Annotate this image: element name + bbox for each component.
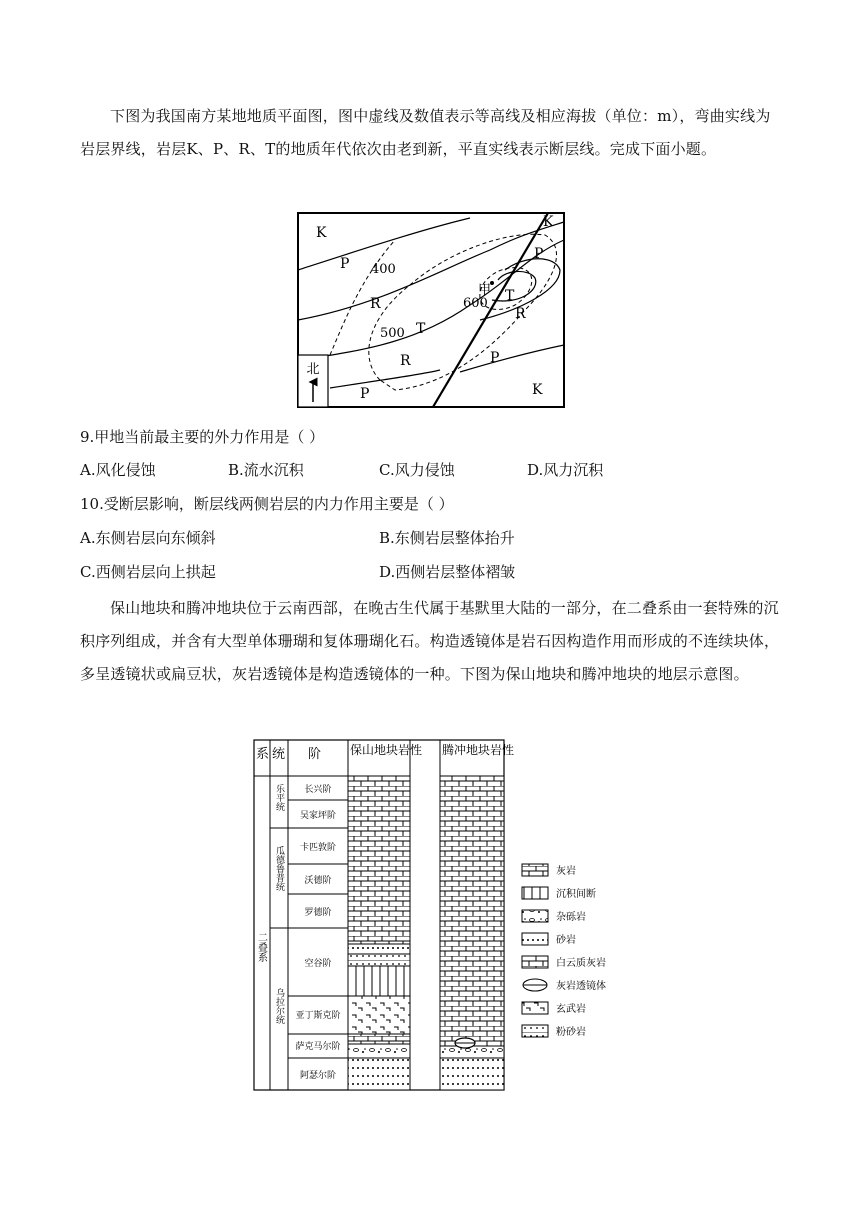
legend-item: 灰岩透镜体 [556,981,606,992]
intro-paragraph-1: 下图为我国南方某地地质平面图，图中虚线及数值表示等高线及相应海拔（单位：m），弯曲实线为岩层界线，岩层K、P、R、T的地质年代依次由老到新，平直实线表示断层线。完成下面小题。 [80,107,771,158]
legend [522,864,606,1038]
stage-label: 卡匹敦阶 [299,843,337,853]
stage-label: 吴家坪阶 [299,811,337,821]
contour-600-label: 600 [463,296,488,311]
stage-label: 阿瑟尔阶 [299,1071,337,1081]
q10-option-c: C.西侧岩层向上拱起 [80,563,216,581]
series-label-2: 瓜德鲁普统 [274,846,284,891]
series-label-1: 乐平统 [274,784,284,811]
stage-label: 罗德阶 [304,908,332,918]
head-baoshan: 保山地块岩性 [350,743,423,757]
stage-label: 萨克马尔阶 [295,1042,341,1052]
q9-option-c: C.风力侵蚀 [379,461,455,479]
label-P: P [534,246,544,262]
q9-option-a: A.风化侵蚀 [80,461,156,479]
question-10-stem: 10.受断层影响，断层线两侧岩层的内力作用主要是（ ） [80,495,454,513]
head-tengchong: 腾冲地块岩性 [442,743,515,757]
geologic-map [0,210,860,410]
q9-option-b: B.流水沉积 [228,461,304,479]
head-stage: 阶 [308,747,322,762]
label-P: P [360,386,370,402]
head-series: 统 [272,747,286,762]
legend-item: 沉积间断 [556,889,596,900]
question-9-stem: 9.甲地当前最主要的外力作用是（ ） [80,428,325,446]
label-R: R [515,306,526,322]
stage-label: 亚丁斯克阶 [295,1011,341,1021]
legend-item: 玄武岩 [556,1004,586,1015]
label-P: P [490,350,500,366]
stage-label: 空谷阶 [304,959,332,969]
legend-item: 砂岩 [556,935,576,946]
stage-label: 沃德阶 [304,876,332,886]
contour-400-label: 400 [371,262,396,277]
label-R: R [370,296,381,312]
q10-option-b: B.东侧岩层整体抬升 [379,529,515,547]
north-label: 北 [306,362,320,377]
label-R: R [400,353,411,369]
legend-item: 杂砾岩 [556,912,586,923]
legend-item: 粉砂岩 [556,1027,586,1038]
legend-item: 白云质灰岩 [556,958,606,969]
q10-option-d: D.西侧岩层整体褶皱 [379,563,516,581]
q10-option-a: A.东侧岩层向东倾斜 [80,529,216,547]
intro-paragraph-2: 保山地块和腾冲地块位于云南西部，在晚古生代属于基默里大陆的一部分，在二叠系由一套特殊的沉积序列组成，并含有大型单体珊瑚和复体珊瑚化石。构造透镜体是岩石因构造作用而形成的不连续块体，多呈透镜状或扁豆状，灰岩透镜体是构造透镜体的一种。下图为保山地块和腾冲地块的地层示意图。 [80,599,780,683]
stratigraphic-chart [0,736,860,1096]
label-K: K [543,214,554,230]
label-K: K [316,225,327,241]
head-system: 系 [256,747,270,762]
legend-item: 灰岩 [556,866,576,877]
label-T: T [505,288,515,304]
label-K: K [532,382,543,398]
series-label-3: 乌拉尔统 [274,988,284,1024]
jia-label: 甲 [478,283,492,298]
contour-500-label: 500 [380,326,405,341]
stage-label: 长兴阶 [304,785,332,795]
label-P: P [340,256,350,272]
q9-option-d: D.风力沉积 [527,461,604,479]
label-T: T [416,321,426,337]
system-label: 二叠系 [255,932,267,962]
